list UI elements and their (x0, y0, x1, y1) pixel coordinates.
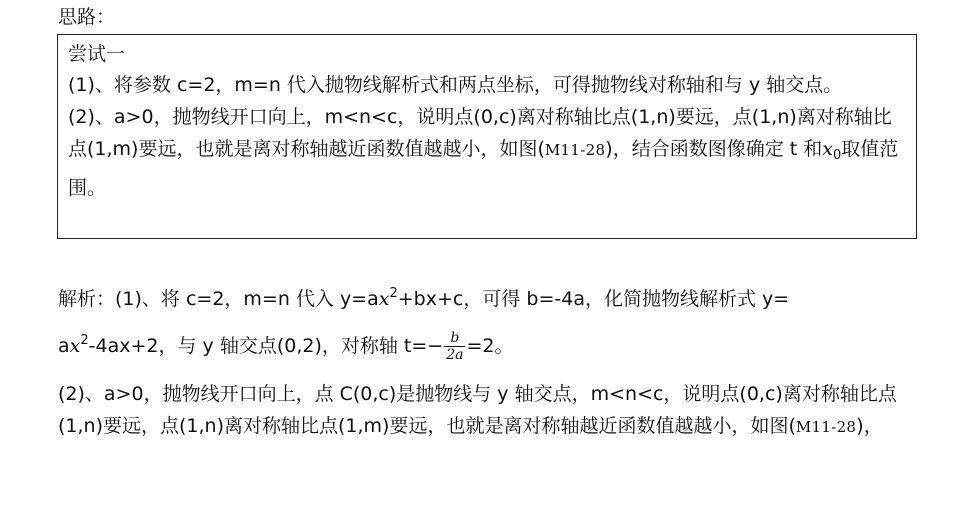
var-subscript: 0 (832, 148, 842, 163)
analysis-line-2-a: a (58, 335, 70, 357)
idea-box (57, 34, 917, 239)
exponent: 2 (389, 286, 398, 301)
analysis-line-2-b: -4ax+2，与 y 轴交点(0,2)，对称轴 t=− (88, 335, 444, 357)
analysis-part-2 (58, 378, 928, 443)
fraction (444, 330, 465, 363)
idea-part-2 (68, 101, 906, 204)
analysis-part-2-text: (2)、a>0，抛物线开口向上，点 C(0,c)是抛物线与 y 轴交点，m<n<c，说明点(0,c)离对称轴比点(1,n)要远，点(1,n)离对称轴比点(1,m)要远，也就是离对称轴越近函数值越越小，如图( (58, 383, 897, 437)
var-x: x (378, 288, 390, 310)
analysis-line-2 (58, 315, 928, 372)
analysis-line-1-a: 解析：(1)、将 c=2，m=n 代入 y=a (58, 288, 379, 310)
analysis-section (58, 278, 928, 443)
idea-part-1: (1)、将参数 c=2，m=n 代入抛物线解析式和两点坐标，可得抛物线对称轴和与 y 轴交点。 (68, 74, 843, 96)
analysis-line-1-b: +bx+c，可得 b=-4a，化简抛物线解析式 y= (397, 288, 790, 310)
figure-ref: M11-28 (544, 141, 606, 159)
analysis-part-2-end: )， (856, 415, 883, 437)
var-x: x (69, 335, 81, 357)
heading: 思路： (58, 6, 116, 28)
idea-part-2-text: (2)、a>0，抛物线开口向上，m<n<c，说明点(0,c)离对称轴比点(1,n)要远，点(1,n)离对称轴比点(1,m)要远，也就是离对称轴越近函数值越越小，如图( (68, 106, 892, 160)
idea-part-2-text-cont: )，结合函数图像确定 t 和 (605, 138, 823, 160)
analysis-line-1 (58, 278, 928, 315)
exponent: 2 (80, 333, 89, 348)
figure-ref: M11-28 (795, 418, 857, 436)
fraction-numerator: b (444, 330, 465, 347)
fraction-denominator: 2a (446, 347, 464, 363)
trial-title: 尝试一 (68, 43, 126, 65)
analysis-line-2-c: =2。 (466, 335, 514, 357)
var-x: x (822, 138, 833, 160)
idea-part-2-end: 取值范围。 (68, 138, 899, 199)
